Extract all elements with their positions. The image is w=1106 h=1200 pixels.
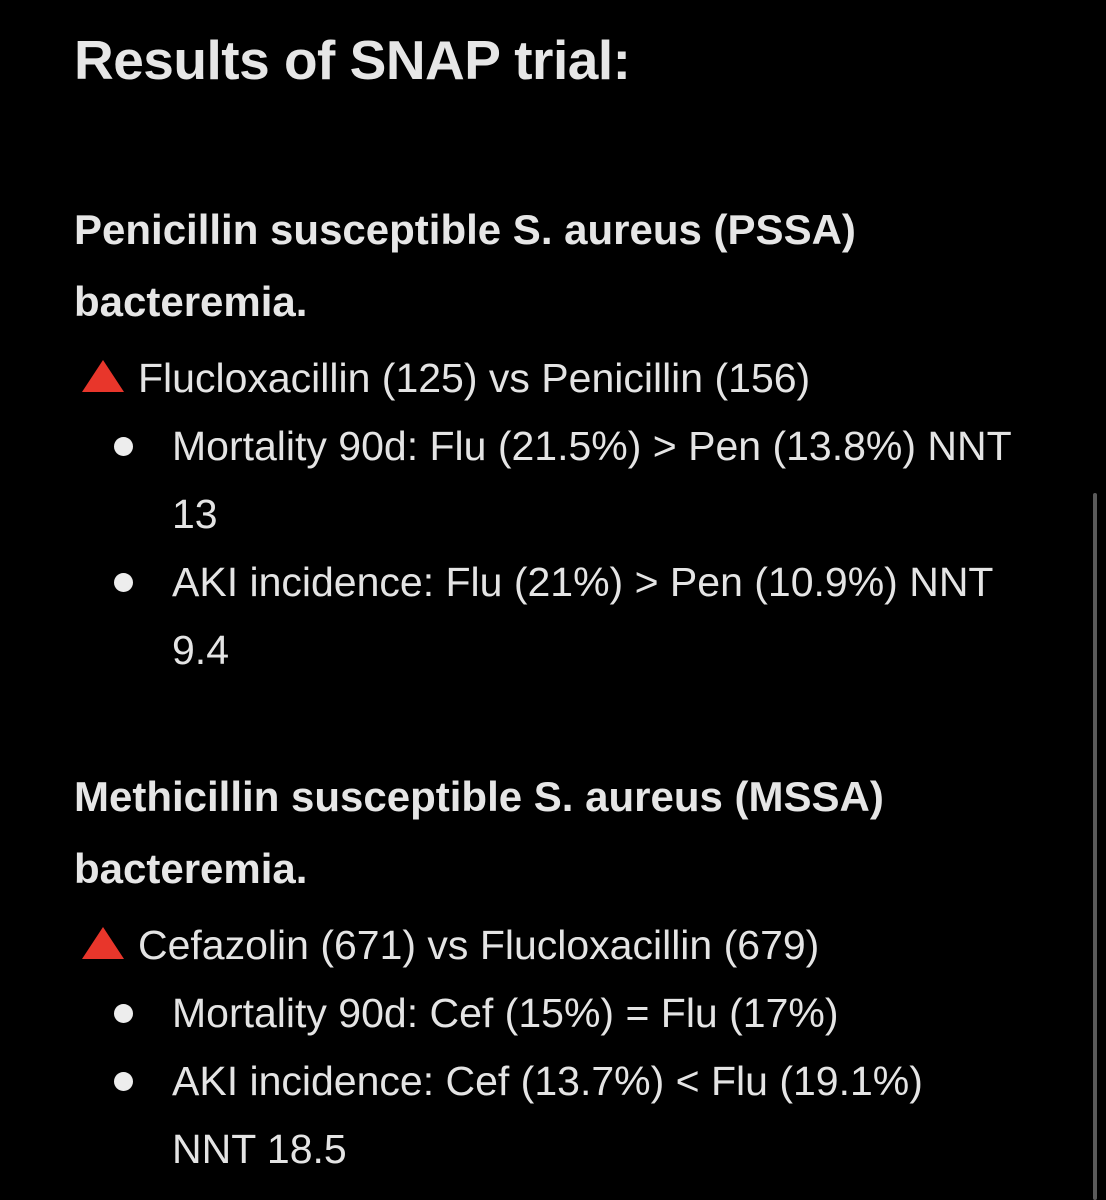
list-item [74,979,1012,1047]
bullet-text: Mortality 90d: Flu (21.5%) > Pen (13.8%) NNT 13 [172,423,1011,537]
pssa-section [74,194,1064,684]
mssa-section [74,761,1064,1183]
section-heading-mssa: Methicillin susceptible S. aureus (MSSA) bacteremia. [74,773,884,892]
bullet-text: AKI incidence: Flu (21%) > Pen (10.9%) NNT 9.4 [172,559,993,673]
list-item [74,1047,1012,1183]
scrollbar[interactable] [1093,493,1097,1200]
comparison-row-pssa [74,346,1064,410]
red-triangle-icon [82,927,124,959]
page-title: Results of SNAP trial: [74,29,631,91]
comparison-text-mssa: Cefazolin (671) vs Flucloxacillin (679) [138,922,820,968]
bullet-icon [114,437,133,456]
results-list-pssa [74,412,1064,684]
section-heading-pssa: Penicillin susceptible S. aureus (PSSA) bacteremia. [74,206,856,325]
results-list-mssa [74,979,1064,1183]
red-triangle-icon [82,360,124,392]
list-item [74,412,1012,548]
bullet-icon [114,1072,133,1091]
list-item [74,548,1012,684]
bullet-icon [114,573,133,592]
comparison-row-mssa [74,913,1064,977]
comparison-text-pssa: Flucloxacillin (125) vs Penicillin (156) [138,355,811,401]
bullet-text: AKI incidence: Cef (13.7%) < Flu (19.1%) NNT 18.5 [172,1058,923,1172]
bullet-text: Mortality 90d: Cef (15%) = Flu (17%) [172,990,839,1036]
bullet-icon [114,1004,133,1023]
